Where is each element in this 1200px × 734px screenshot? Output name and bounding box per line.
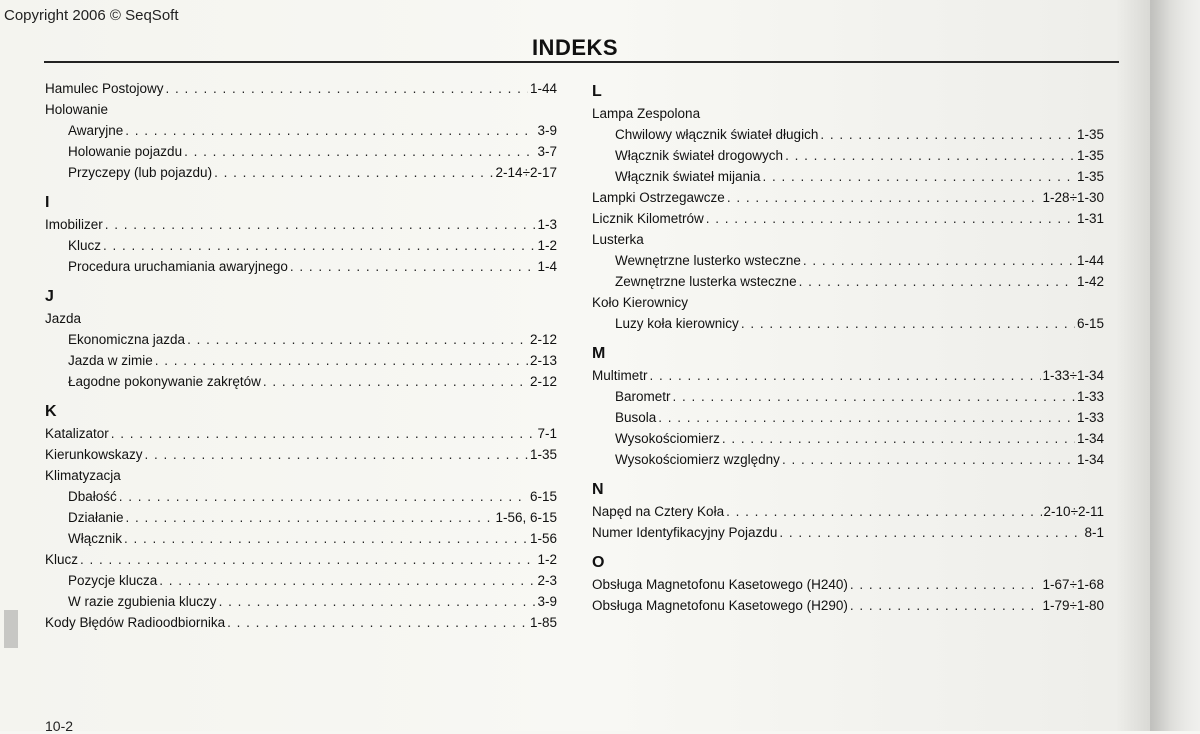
index-entry-label: Luzy koła kierownicy — [615, 316, 739, 331]
dot-leader — [741, 316, 1075, 331]
index-entry-page: 1-44 — [1076, 253, 1104, 268]
dot-leader — [126, 510, 494, 525]
index-entry-page: 8-1 — [1084, 525, 1104, 540]
dot-leader — [803, 253, 1075, 268]
index-entry — [45, 468, 557, 489]
dot-leader — [290, 259, 536, 274]
index-entry — [592, 525, 1104, 546]
index-subentry — [592, 410, 1104, 431]
dot-leader — [779, 525, 1082, 540]
index-subentry — [45, 531, 557, 552]
index-entry-label: Dbałość — [68, 489, 117, 504]
index-subentry — [45, 238, 557, 259]
index-section-letter: M — [592, 345, 606, 362]
dot-leader — [184, 144, 535, 159]
index-entry-page: 1-42 — [1076, 274, 1104, 289]
dot-leader — [166, 81, 528, 96]
dot-leader — [214, 165, 493, 180]
index-entry-label: Katalizator — [45, 426, 109, 441]
index-entry-label: Ekonomiczna jazda — [68, 332, 186, 347]
index-entry — [45, 426, 557, 447]
index-entry-label: Jazda — [45, 311, 82, 326]
index-entry-label: Zewnętrzne lusterka wsteczne — [615, 274, 797, 289]
index-subentry — [45, 510, 557, 531]
index-column-left — [45, 81, 557, 636]
index-subentry — [45, 144, 557, 165]
index-entry-page: 3-7 — [537, 144, 557, 159]
index-subentry — [592, 127, 1104, 148]
index-subentry — [592, 253, 1104, 274]
index-column-right — [592, 81, 1104, 619]
index-entry-label: Działanie — [68, 510, 124, 525]
index-entry-page: 1-79÷1-80 — [1042, 598, 1104, 613]
index-entry-label: Awaryjne — [68, 123, 124, 138]
index-entry-label: Przyczepy (lub pojazdu) — [68, 165, 213, 180]
dot-leader — [850, 577, 1041, 592]
index-subentry — [592, 169, 1104, 190]
index-entry-label: Busola — [615, 410, 657, 425]
index-entry-label: Procedura uruchamiania awaryjnego — [68, 259, 288, 274]
index-entry — [45, 552, 557, 573]
index-entry-page: 1-35 — [1076, 148, 1104, 163]
dot-leader — [187, 332, 528, 347]
index-entry-label: Wewnętrzne lusterko wsteczne — [615, 253, 801, 268]
index-entry-label: Obsługa Magnetofonu Kasetowego (H240) — [592, 577, 848, 592]
dot-leader — [650, 368, 1041, 383]
dot-leader — [782, 452, 1075, 467]
index-entry-page: 2-13 — [529, 353, 557, 368]
index-entry — [592, 295, 1104, 316]
index-entry-page: 1-35 — [529, 447, 557, 462]
index-subentry — [592, 148, 1104, 169]
index-entry-page: 1-44 — [529, 81, 557, 96]
index-entry-page: 1-33 — [1076, 389, 1104, 404]
dot-leader — [726, 504, 1041, 519]
index-entry-label: Wysokościomierz względny — [615, 452, 780, 467]
dot-leader — [706, 211, 1075, 226]
index-entry-label: Holowanie pojazdu — [68, 144, 183, 159]
dot-leader — [658, 410, 1075, 425]
index-entry — [45, 81, 557, 102]
index-entry-page: 1-2 — [537, 238, 557, 253]
index-subentry — [45, 353, 557, 374]
dot-leader — [820, 127, 1075, 142]
dot-leader — [155, 353, 528, 368]
dot-leader — [722, 431, 1075, 446]
dot-leader — [124, 531, 528, 546]
index-entry-page: 7-1 — [537, 426, 557, 441]
index-entry-page: 1-85 — [529, 615, 557, 630]
index-entry-page: 3-9 — [537, 123, 557, 138]
index-section-letter: L — [592, 83, 602, 100]
index-entry-page: 1-35 — [1076, 127, 1104, 142]
index-subentry — [45, 165, 557, 186]
index-entry — [592, 577, 1104, 598]
index-subentry — [45, 259, 557, 280]
index-entry-label: Kody Błędów Radioodbiornika — [45, 615, 226, 630]
index-entry-label: Chwilowy włącznik świateł długich — [615, 127, 819, 142]
page-binding-edge — [1150, 0, 1200, 731]
index-entry-label: Lusterka — [592, 232, 644, 247]
index-section-letter: J — [45, 288, 54, 305]
index-subentry — [592, 452, 1104, 473]
index-entry-label: Klucz — [68, 238, 102, 253]
index-subentry — [45, 573, 557, 594]
index-subentry — [45, 332, 557, 353]
index-section-letter: N — [592, 481, 604, 498]
index-entry-page: 1-56 — [529, 531, 557, 546]
index-entry-page: 2-10÷2-11 — [1043, 504, 1104, 519]
page-number: 10-2 — [45, 718, 74, 734]
index-entry — [45, 447, 557, 468]
dot-leader — [785, 148, 1075, 163]
dot-leader — [159, 573, 535, 588]
index-entry-label: Imobilizer — [45, 217, 103, 232]
index-entry-page: 1-4 — [537, 259, 557, 274]
index-entry — [45, 102, 557, 123]
index-entry — [45, 311, 557, 332]
index-entry-label: Koło Kierownicy — [592, 295, 689, 310]
index-section-letter: K — [45, 403, 57, 420]
index-entry — [592, 232, 1104, 253]
index-entry-label: Barometr — [615, 389, 671, 404]
dot-leader — [263, 374, 528, 389]
index-entry-page: 1-67÷1-68 — [1042, 577, 1104, 592]
index-entry-page: 1-33÷1-34 — [1042, 368, 1104, 383]
index-entry-page: 1-56, 6-15 — [495, 510, 557, 525]
dot-leader — [850, 598, 1041, 613]
index-entry-page: 1-34 — [1076, 452, 1104, 467]
dot-leader — [119, 489, 528, 504]
index-entry-label: Obsługa Magnetofonu Kasetowego (H290) — [592, 598, 848, 613]
side-tab-mark — [4, 610, 18, 648]
index-entry-label: Holowanie — [45, 102, 109, 117]
copyright-notice: Copyright 2006 © SeqSoft — [4, 7, 179, 24]
index-entry — [592, 211, 1104, 232]
index-entry-label: Włącznik świateł mijania — [615, 169, 761, 184]
index-entry-label: Jazda w zimie — [68, 353, 153, 368]
index-entry-label: Napęd na Cztery Koła — [592, 504, 725, 519]
dot-leader — [145, 447, 528, 462]
index-entry-page: 1-33 — [1076, 410, 1104, 425]
index-section-letter: O — [592, 554, 605, 571]
index-entry-label: W razie zgubienia kluczy — [68, 594, 217, 609]
index-entry-page: 1-3 — [537, 217, 557, 232]
index-entry-page: 2-12 — [529, 374, 557, 389]
index-entry-label: Lampa Zespolona — [592, 106, 701, 121]
index-entry — [45, 217, 557, 238]
index-entry-page: 3-9 — [537, 594, 557, 609]
index-entry-label: Włącznik — [68, 531, 123, 546]
index-entry — [592, 190, 1104, 211]
index-subentry — [592, 274, 1104, 295]
dot-leader — [799, 274, 1075, 289]
index-entry-label: Kierunkowskazy — [45, 447, 143, 462]
index-entry-page: 2-14÷2-17 — [495, 165, 557, 180]
dot-leader — [80, 552, 535, 567]
index-entry-label: Klucz — [45, 552, 79, 567]
index-entry-page: 6-15 — [529, 489, 557, 504]
index-entry — [592, 368, 1104, 389]
index-entry-page: 6-15 — [1076, 316, 1104, 331]
dot-leader — [105, 217, 536, 232]
index-entry-label: Multimetr — [592, 368, 648, 383]
dot-leader — [227, 615, 528, 630]
dot-leader — [111, 426, 536, 441]
index-subentry — [592, 389, 1104, 410]
dot-leader — [763, 169, 1075, 184]
page-title: INDEKS — [531, 35, 619, 60]
dot-leader — [103, 238, 535, 253]
index-entry-label: Pozycje klucza — [68, 573, 158, 588]
index-subentry — [45, 374, 557, 395]
index-entry-label: Włącznik świateł drogowych — [615, 148, 784, 163]
index-subentry — [45, 594, 557, 615]
index-subentry — [45, 489, 557, 510]
index-subentry — [592, 316, 1104, 337]
index-entry-page: 1-35 — [1076, 169, 1104, 184]
dot-leader — [125, 123, 535, 138]
index-entry-label: Lampki Ostrzegawcze — [592, 190, 725, 205]
index-subentry — [592, 431, 1104, 452]
index-entry-page: 1-28÷1-30 — [1042, 190, 1104, 205]
title-rule — [44, 61, 1119, 63]
index-section-letter: I — [45, 194, 50, 211]
index-entry-label: Łagodne pokonywanie zakrętów — [68, 374, 261, 389]
index-entry-label: Klimatyzacja — [45, 468, 121, 483]
index-subentry — [45, 123, 557, 144]
index-entry — [45, 615, 557, 636]
index-entry-page: 1-2 — [537, 552, 557, 567]
index-entry-page: 1-34 — [1076, 431, 1104, 446]
index-entry — [592, 504, 1104, 525]
dot-leader — [727, 190, 1041, 205]
index-entry — [592, 598, 1104, 619]
index-entry-label: Wysokościomierz — [615, 431, 720, 446]
index-entry — [592, 106, 1104, 127]
index-entry-label: Licznik Kilometrów — [592, 211, 704, 226]
dot-leader — [673, 389, 1075, 404]
index-entry-page: 2-12 — [529, 332, 557, 347]
index-entry-page: 1-31 — [1076, 211, 1104, 226]
dot-leader — [219, 594, 536, 609]
index-entry-label: Numer Identyfikacyjny Pojazdu — [592, 525, 778, 540]
index-entry-page: 2-3 — [537, 573, 557, 588]
index-entry-label: Hamulec Postojowy — [45, 81, 164, 96]
